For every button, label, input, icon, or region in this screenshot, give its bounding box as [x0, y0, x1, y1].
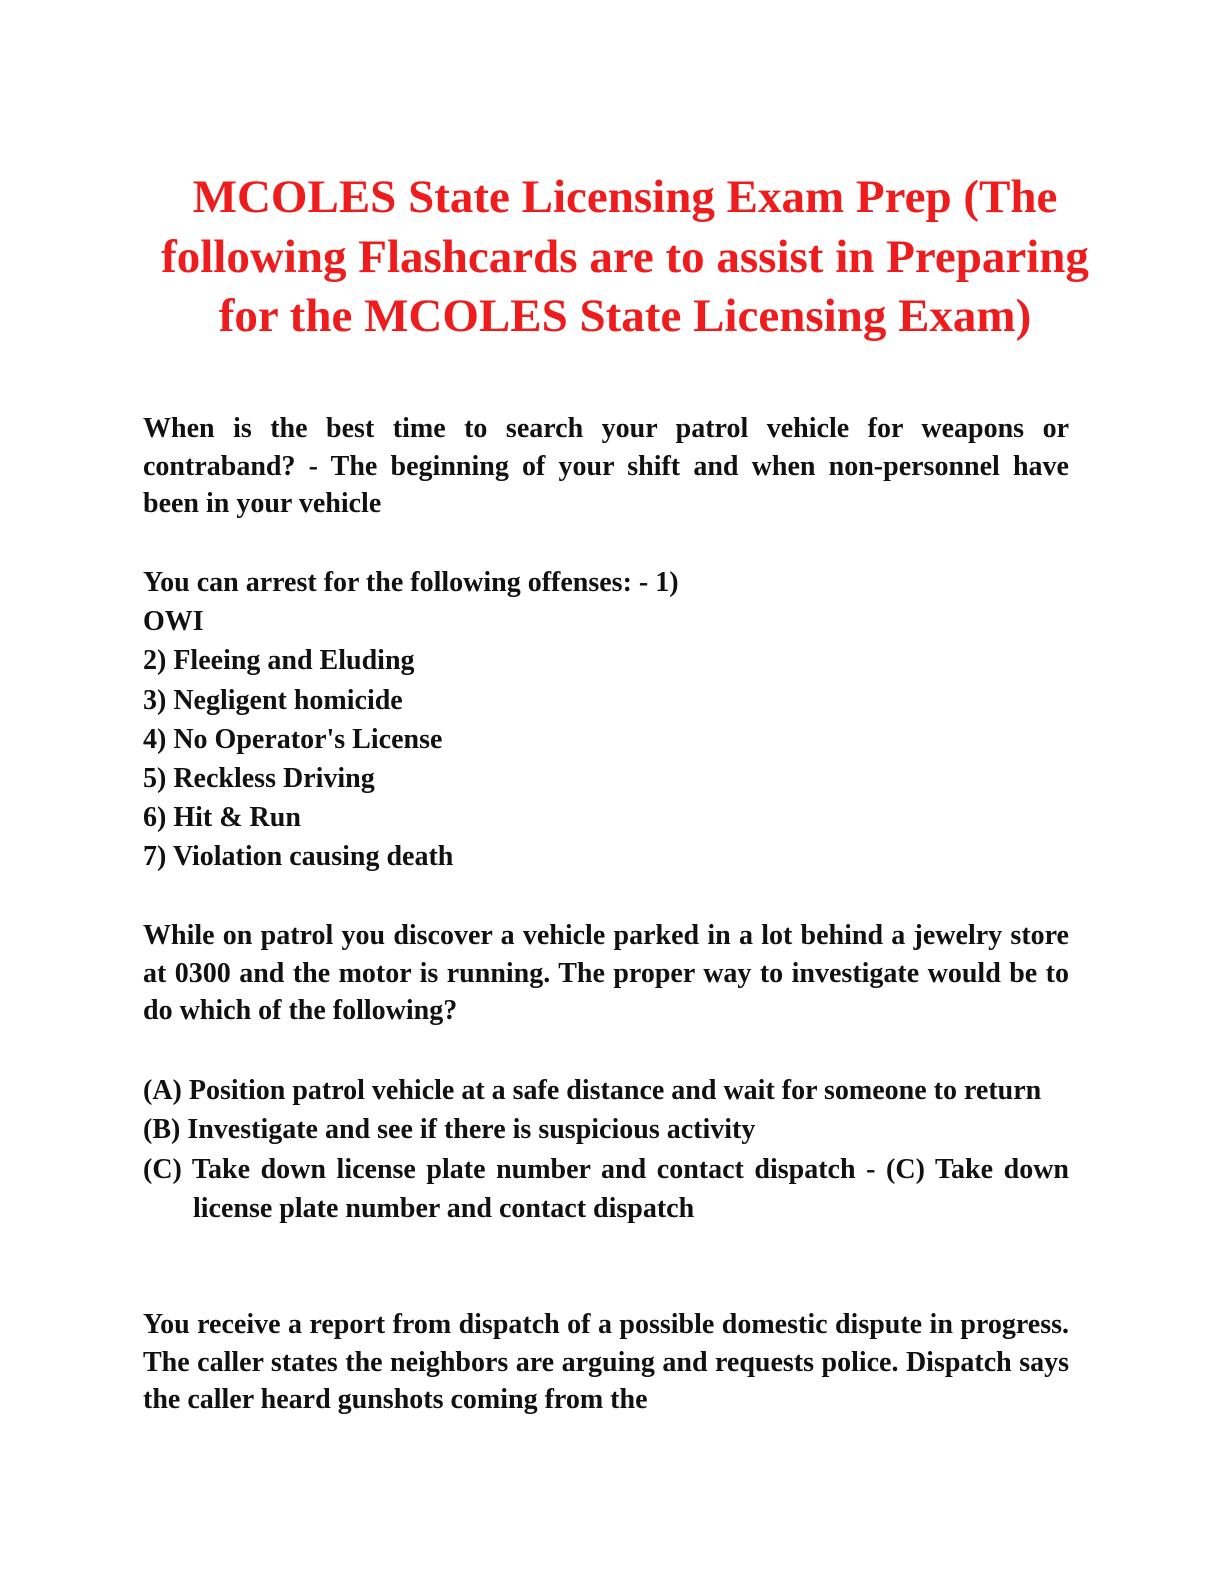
offense-item: 3) Negligent homicide [143, 684, 403, 716]
offense-item: 7) Violation causing death [143, 841, 454, 873]
offense-item: 4) No Operator's License [143, 723, 443, 755]
flashcard-arrest-offenses [143, 563, 1069, 877]
offense-item: 5) Reckless Driving [143, 763, 375, 795]
offense-item: 6) Hit & Run [143, 802, 301, 834]
flashcard-parked-vehicle-question: While on patrol you discover a vehicle parked in a lot behind a jewelry store at 0300 and the motor is running. The proper way to investigate would be to do which of the following? [143, 920, 1069, 1026]
answer-option-a: (A) Position patrol vehicle at a safe distance and wait for someone to return [143, 1075, 1042, 1106]
flashcard-domestic-dispute: You receive a report from dispatch of a possible domestic dispute in progress. The caller states the neighbors are arguing and requests police. Dispatch says the caller heard gunshots coming from the [143, 1309, 1069, 1415]
flashcard-vehicle-search: When is the best time to search your patrol vehicle for weapons or contraband? - The beginning of your shift and when non-personnel have been in your vehicle [143, 413, 1069, 519]
answer-option-c: (C) Take down license plate number and contact dispatch - (C) Take down license plate number and contact dispatch [143, 1153, 1069, 1225]
answer-option-b: (B) Investigate and see if there is suspicious activity [143, 1114, 756, 1146]
offense-item: 2) Fleeing and Eluding [143, 645, 415, 677]
offense-item: OWI [143, 606, 204, 638]
offenses-prompt: You can arrest for the following offenses: - 1) [143, 567, 679, 598]
flashcard-parked-vehicle-options [143, 1071, 1069, 1229]
document-title: MCOLES State Licensing Exam Prep (The following Flashcards are to assist in Preparing for the MCOLES State Licensing Exam) [161, 171, 1089, 342]
